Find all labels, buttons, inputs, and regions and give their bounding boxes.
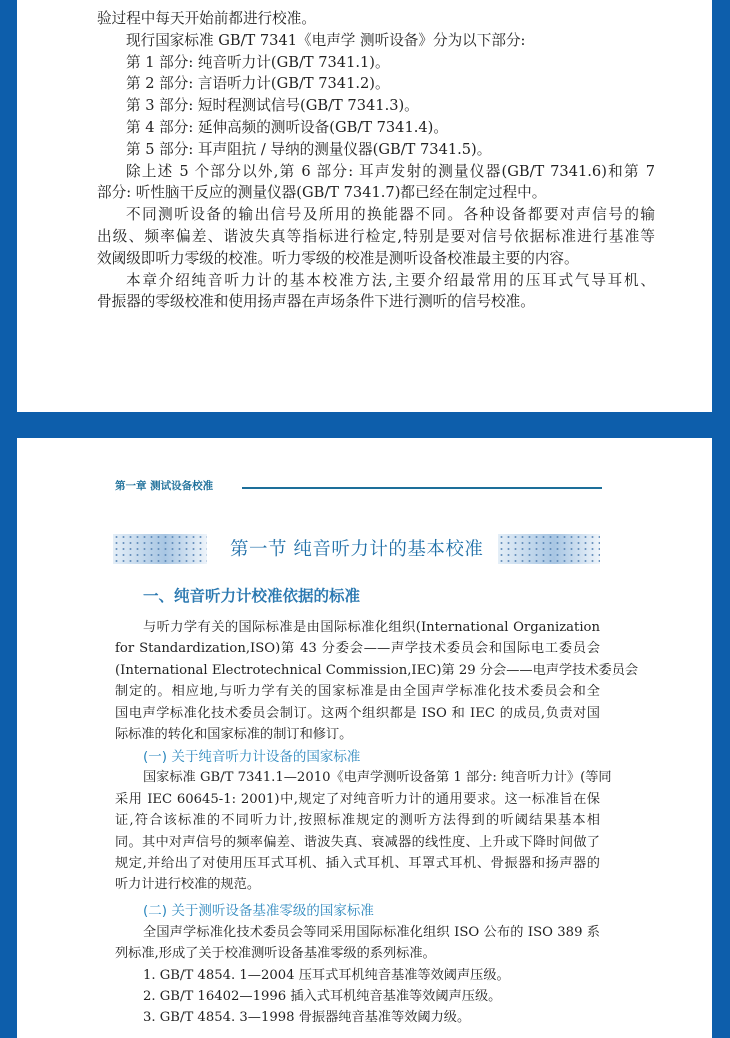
list-item: 3. GB/T 4854. 3—1998 骨振器纯音基准等效阈力级。 [143,1010,471,1026]
subheading-2: (二) 关于测听设备基准零级的国家标准 [143,902,374,919]
paragraph-line: 国家标准 GB/T 7341.1—2010《电声学测听设备第 1 部分: 纯音听力计》(等同 [143,770,612,786]
paragraph-line: 采用 IEC 60645-1: 2001)中,规定了对纯音听力计的通用要求。这一标准旨在保 [115,791,600,807]
book-page-bottom [17,438,712,1038]
paragraph-line: 第 1 部分: 纯音听力计(GB/T 7341.1)。 [126,53,390,71]
section-banner-decoration-right [498,534,600,564]
paragraph-line: 国电声学标准化技术委员会制订。这两个组织都是 ISO 和 IEC 的成员,负责对国 [115,705,600,721]
paragraph-line: 不同测听设备的输出信号及所用的换能器不同。各种设备都要对声信号的输 [126,206,655,224]
paragraph-line: 证,符合该标准的不同听力计,按照标准规定的测听方法得到的听阈结果基本相 [115,813,600,829]
paragraph-line: 骨振器的零级校准和使用扬声器在声场条件下进行测听的信号校准。 [97,293,535,311]
paragraph-line: 规定,并给出了对使用压耳式耳机、插入式耳机、耳罩式耳机、骨振器和扬声器的 [115,856,600,871]
paragraph-line: 听力计进行校准的规范。 [115,877,261,893]
header-rule [242,487,602,489]
paragraph-line: 制定的。相应地,与听力学有关的国家标准是由全国声学标准化技术委员会和全 [115,684,600,700]
heading-level-1: 一、纯音听力计校准依据的标准 [143,586,361,605]
paragraph-line: 效阈级即听力零级的校准。听力零级的校准是测听设备校准最主要的内容。 [97,249,579,267]
paragraph-line: 第 3 部分: 短时程测试信号(GB/T 7341.3)。 [126,97,419,115]
paragraph-line: 全国声学标准化技术委员会等同采用国际标准化组织 ISO 公布的 ISO 389 系 [143,924,600,940]
paragraph-line: 部分: 听性脑干反应的测量仪器(GB/T 7341.7)都已经在制定过程中。 [97,184,547,202]
paragraph-line: 本章介绍纯音听力计的基本校准方法,主要介绍最常用的压耳式气导耳机、 [126,271,655,289]
chapter-header: 第一章 测试设备校准 [115,480,214,492]
paragraph-line: 第 4 部分: 延伸高频的测听设备(GB/T 7341.4)。 [126,119,448,136]
book-page-top [17,0,712,412]
paragraph-line: 同。其中对声信号的频率偏差、谐波失真、衰减器的线性度、上升或下降时间做了 [115,834,600,850]
paragraph-line: 第 2 部分: 言语听力计(GB/T 7341.2)。 [126,75,390,93]
paragraph-line: 除上述 5 个部分以外,第 6 部分: 耳声发射的测量仪器(GB/T 7341.6)和第 7 [126,162,655,180]
paragraph-line: 与听力学有关的国际标准是由国际标准化组织(International Organization [143,620,600,635]
subheading-1: (一) 关于纯音听力计设备的国家标准 [143,749,361,766]
paragraph-line: for Standardization,ISO)第 43 分委会——声学技术委员会和国际电工委员会 [115,641,600,657]
paragraph-line: (International Electrotechnical Commission,IEC)第 29 分会——电声学技术委员会 [115,662,639,678]
paragraph-line: 际标准的转化和国家标准的制订和修订。 [115,727,353,742]
paragraph-line: 出级、频率偏差、谐波失真等指标进行检定,特别是要对信号依据标准进行基准等 [97,228,655,245]
paragraph-line: 列标准,形成了关于校准测听设备基准零级的系列标准。 [115,946,436,962]
list-item: 2. GB/T 16402—1996 插入式耳机纯音基准等效阈声压级。 [143,989,502,1004]
paragraph-line: 验过程中每天开始前都进行校准。 [97,10,316,27]
paragraph-line: 现行国家标准 GB/T 7341《电声学 测听设备》分为以下部分: [126,31,526,49]
list-item: 1. GB/T 4854. 1—2004 压耳式耳机纯音基准等效阈声压级。 [143,967,510,983]
paragraph-line: 第 5 部分: 耳声阻抗 / 导纳的测量仪器(GB/T 7341.5)。 [126,140,492,158]
section-title: 第一节 纯音听力计的基本校准 [230,539,484,560]
section-banner-decoration-left [113,534,207,564]
